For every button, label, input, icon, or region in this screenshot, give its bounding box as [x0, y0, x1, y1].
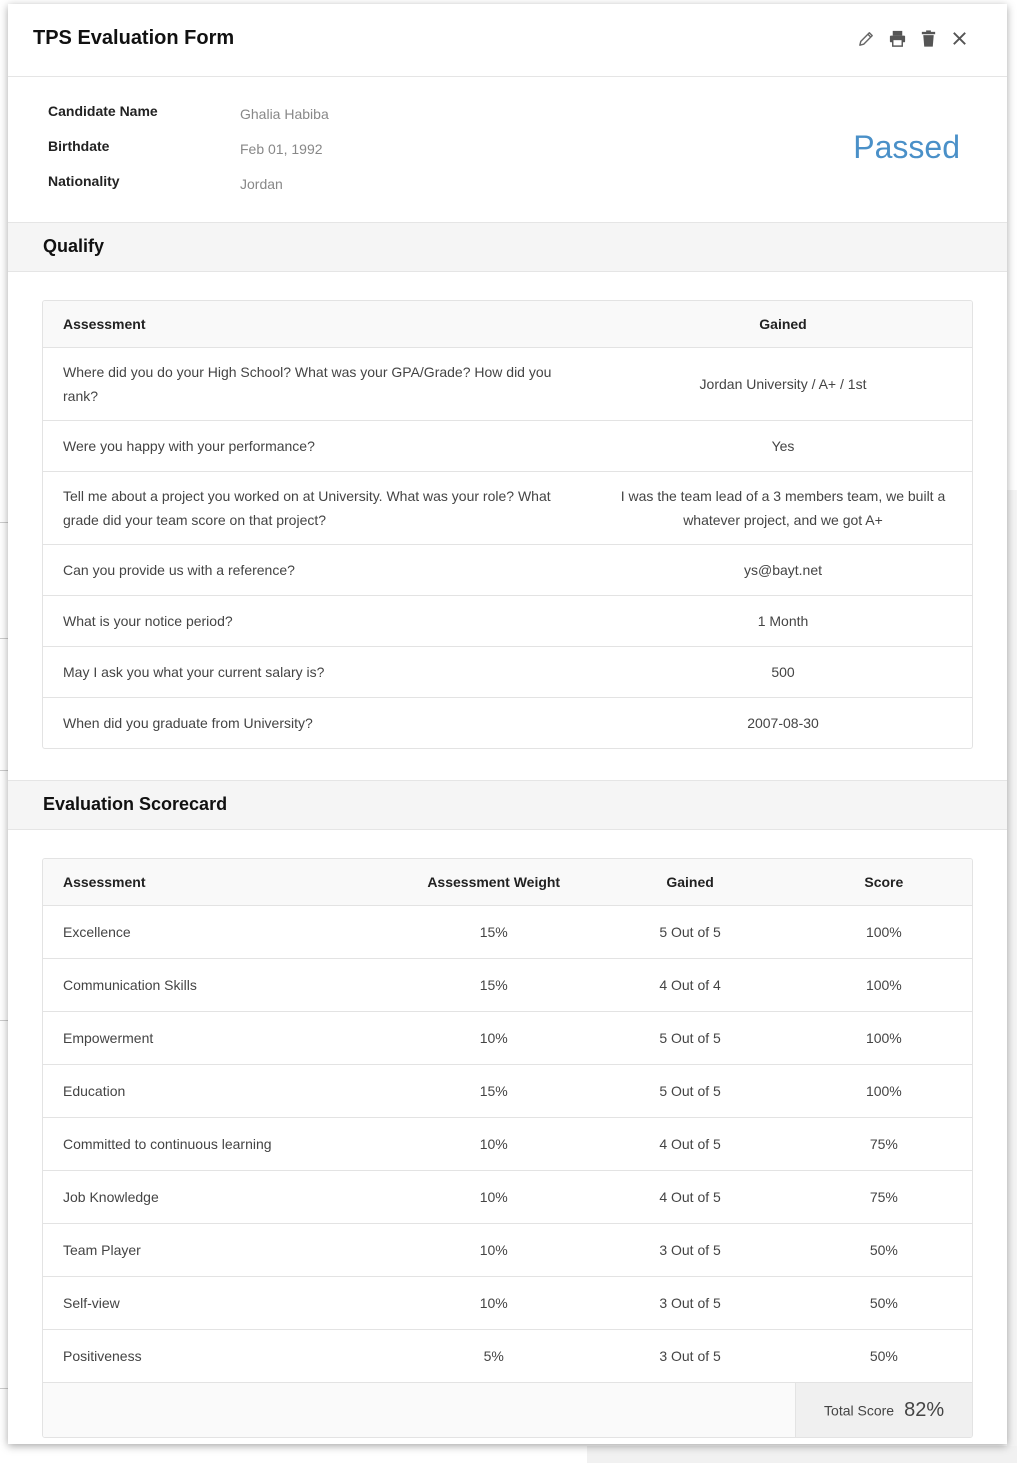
- scorecard-col-weight: Assessment Weight: [403, 859, 585, 906]
- question-cell: When did you graduate from University?: [63, 715, 313, 731]
- trash-icon[interactable]: [919, 29, 938, 48]
- gained-cell: 3 Out of 5: [584, 1224, 795, 1277]
- assessment-cell: Education: [43, 1065, 403, 1118]
- qualify-table: [42, 300, 973, 749]
- birthdate-row: [48, 138, 448, 162]
- print-icon[interactable]: [888, 29, 907, 48]
- table-row: [43, 959, 972, 1012]
- total-score-label: Total Score: [824, 1402, 895, 1418]
- answer-cell: 500: [594, 647, 972, 698]
- gained-cell: 3 Out of 5: [584, 1330, 795, 1383]
- birthdate-value: Feb 01, 1992: [240, 141, 323, 157]
- background-divider: [0, 1020, 8, 1021]
- score-cell: 100%: [796, 1065, 972, 1118]
- question-cell: Were you happy with your performance?: [43, 421, 594, 472]
- qualify-col-assessment: Assessment: [43, 301, 594, 348]
- assessment-cell: Communication Skills: [43, 959, 403, 1012]
- scorecard-header-row: [43, 859, 972, 906]
- scorecard-table: [42, 858, 973, 1438]
- score-cell: 50%: [796, 1224, 972, 1277]
- qualify-section-header: [8, 222, 1007, 272]
- weight-cell: 15%: [403, 906, 585, 959]
- gained-cell: 3 Out of 5: [584, 1277, 795, 1330]
- birthdate-label: Birthdate: [48, 138, 110, 154]
- qualify-title: Qualify: [43, 236, 105, 256]
- assessment-cell: Positiveness: [43, 1330, 403, 1383]
- assessment-cell: Self-view: [43, 1277, 403, 1330]
- modal-title: TPS Evaluation Form: [33, 27, 235, 49]
- scorecard-col-gained: Gained: [584, 859, 795, 906]
- gained-cell: 4 Out of 5: [584, 1171, 795, 1224]
- answer-cell: 1 Month: [594, 596, 972, 647]
- weight-cell: 10%: [403, 1277, 585, 1330]
- weight-cell: 15%: [403, 959, 585, 1012]
- scorecard-col-assessment: Assessment: [43, 859, 403, 906]
- assessment-cell: Team Player: [43, 1224, 403, 1277]
- table-row: [43, 1224, 972, 1277]
- scorecard-title: Evaluation Scorecard: [43, 794, 228, 814]
- edit-icon[interactable]: [857, 29, 876, 48]
- nationality-label: Nationality: [48, 173, 120, 189]
- candidate-name-value: Ghalia Habiba: [240, 106, 329, 122]
- table-row: [43, 1277, 972, 1330]
- background-divider: [0, 1388, 8, 1389]
- background-divider: [0, 638, 8, 639]
- background-footer-strip: [587, 1446, 1017, 1463]
- table-row: [43, 545, 972, 596]
- weight-cell: 10%: [403, 1012, 585, 1065]
- assessment-cell: Committed to continuous learning: [43, 1118, 403, 1171]
- background-right-column: [1007, 490, 1017, 1463]
- question-cell: Tell me about a project you worked on at University. What was your role? What grade did your team score on that project?: [43, 472, 594, 545]
- table-row: [43, 647, 972, 698]
- qualify-col-gained: Gained: [594, 301, 972, 348]
- table-row: [43, 348, 972, 421]
- assessment-cell: Job Knowledge: [43, 1171, 403, 1224]
- answer-cell: Jordan University / A+ / 1st: [594, 348, 972, 421]
- scorecard-section-header: [8, 780, 1007, 830]
- table-row: [43, 1171, 972, 1224]
- candidate-info: [8, 77, 1007, 222]
- score-cell: 100%: [796, 959, 972, 1012]
- close-icon[interactable]: [950, 29, 969, 48]
- weight-cell: 5%: [403, 1330, 585, 1383]
- assessment-cell: Empowerment: [43, 1012, 403, 1065]
- nationality-value: Jordan: [240, 176, 283, 192]
- answer-cell: Yes: [594, 421, 972, 472]
- score-cell: 100%: [796, 1012, 972, 1065]
- question-cell: Where did you do your High School? What was your GPA/Grade? How did you rank?: [43, 348, 594, 421]
- weight-cell: 10%: [403, 1118, 585, 1171]
- scorecard-col-score: Score: [796, 859, 972, 906]
- answer-cell: 2007-08-30: [747, 715, 819, 731]
- candidate-name-row: [48, 103, 448, 127]
- background-divider: [0, 770, 8, 771]
- table-row: [43, 596, 972, 647]
- table-row: [43, 1065, 972, 1118]
- weight-cell: 10%: [403, 1171, 585, 1224]
- evaluation-modal: [8, 4, 1007, 1444]
- weight-cell: 10%: [403, 1224, 585, 1277]
- gained-cell: 5 Out of 5: [584, 906, 795, 959]
- header-actions: [857, 29, 969, 48]
- gained-cell: 4 Out of 5: [584, 1118, 795, 1171]
- total-spacer: [43, 1383, 796, 1438]
- background-divider: [0, 522, 8, 523]
- question-cell: May I ask you what your current salary is?: [43, 647, 594, 698]
- gained-cell: 4 Out of 4: [584, 959, 795, 1012]
- gained-cell: 5 Out of 5: [584, 1012, 795, 1065]
- qualify-header-row: [43, 301, 972, 348]
- modal-header: [8, 4, 1007, 77]
- table-row: [43, 421, 972, 472]
- score-cell: 75%: [796, 1171, 972, 1224]
- status-badge: Passed: [853, 129, 960, 165]
- total-score-row: [43, 1383, 972, 1438]
- score-cell: 50%: [796, 1277, 972, 1330]
- table-row: [43, 1012, 972, 1065]
- question-cell: Can you provide us with a reference?: [43, 545, 594, 596]
- question-cell: What is your notice period?: [43, 596, 594, 647]
- score-cell: 75%: [796, 1118, 972, 1171]
- table-row: [43, 1330, 972, 1383]
- table-row: [43, 472, 972, 545]
- total-score-cell: [796, 1383, 972, 1438]
- total-score-value: 82%: [904, 1398, 945, 1421]
- answer-cell: ys@bayt.net: [594, 545, 972, 596]
- score-cell: 50%: [796, 1330, 972, 1383]
- weight-cell: 15%: [403, 1065, 585, 1118]
- table-row: [43, 698, 972, 749]
- table-row: [43, 1118, 972, 1171]
- candidate-name-label: Candidate Name: [48, 103, 158, 119]
- table-row: [43, 906, 972, 959]
- answer-cell: I was the team lead of a 3 members team, we built a whatever project, and we got A+: [594, 472, 972, 545]
- gained-cell: 5 Out of 5: [584, 1065, 795, 1118]
- nationality-row: [48, 173, 448, 197]
- score-cell: 100%: [796, 906, 972, 959]
- assessment-cell: Excellence: [43, 906, 403, 959]
